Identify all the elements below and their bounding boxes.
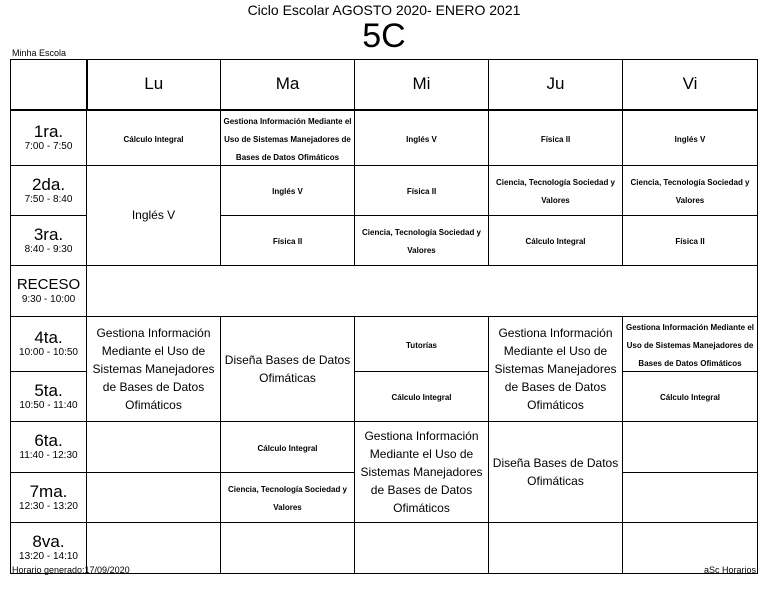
- day-label: Vi: [682, 74, 698, 94]
- period-number: RECESO: [16, 276, 81, 293]
- day-label: Lu: [144, 74, 164, 94]
- subject-label: Diseña Bases de Datos Ofimáticas: [224, 352, 351, 385]
- subject-label: Inglés V: [131, 208, 176, 222]
- class-cell[interactable]: [87, 316, 221, 421]
- class-cell[interactable]: [623, 165, 758, 215]
- class-cell[interactable]: [355, 215, 489, 265]
- class-cell[interactable]: [623, 110, 758, 166]
- period-time: 8:40 - 9:30: [24, 243, 73, 255]
- day-label: Ma: [275, 74, 300, 94]
- cycle-subtitle: Ciclo Escolar AGOSTO 2020- ENERO 2021: [247, 2, 521, 18]
- day-header-mi: [355, 60, 489, 110]
- class-cell[interactable]: [489, 421, 623, 522]
- class-cell[interactable]: [355, 371, 489, 421]
- class-cell[interactable]: [87, 110, 221, 166]
- recess-cell: [87, 265, 758, 316]
- class-cell[interactable]: [623, 371, 758, 421]
- period-time: 13:20 - 14:10: [19, 551, 78, 562]
- empty-cell[interactable]: [355, 522, 489, 573]
- empty-cell[interactable]: [623, 421, 758, 472]
- period-cell: [11, 215, 87, 265]
- subject-label: Gestiona Información Mediante el Uso de Sistemas Manejadores de Bases de Datos Ofimáticos: [625, 322, 755, 368]
- empty-cell[interactable]: [87, 421, 221, 472]
- day-label: Mi: [412, 74, 431, 94]
- subject-label: Cálculo Integral: [257, 443, 318, 453]
- class-cell[interactable]: [355, 316, 489, 371]
- period-cell: [11, 110, 87, 166]
- period-time: 9:30 - 10:00: [21, 294, 76, 305]
- period-time: 12:30 - 13:20: [19, 500, 78, 512]
- empty-cell[interactable]: [489, 522, 623, 573]
- timetable: [10, 59, 758, 574]
- class-cell[interactable]: [623, 316, 758, 371]
- period-number: 5ta.: [34, 380, 63, 400]
- period-cell: [11, 265, 87, 316]
- day-header-row: [11, 60, 758, 110]
- subject-label: Ciencia, Tecnología Sociedad y Valores: [630, 178, 750, 205]
- period-cell: [11, 421, 87, 472]
- subject-label: Física II: [540, 134, 571, 144]
- period-cell: [11, 371, 87, 421]
- period-row-1: [11, 110, 758, 166]
- period-cell: [11, 472, 87, 522]
- period-time: 10:50 - 11:40: [19, 399, 78, 411]
- class-cell[interactable]: [221, 215, 355, 265]
- period-number: 2da.: [31, 174, 66, 194]
- school-name: Minha Escola: [12, 48, 67, 58]
- period-time: 11:40 - 12:30: [19, 450, 78, 461]
- empty-cell[interactable]: [221, 522, 355, 573]
- class-cell[interactable]: [221, 316, 355, 421]
- day-header-ju: [489, 60, 623, 110]
- class-cell[interactable]: [355, 165, 489, 215]
- subject-label: Gestiona Información Mediante el Uso de Sistemas Manejadores de Bases de Datos Ofimáticos: [360, 428, 483, 515]
- empty-cell[interactable]: [623, 472, 758, 522]
- period-row-6: [11, 421, 758, 472]
- class-cell[interactable]: [221, 165, 355, 215]
- subject-label: Inglés V: [272, 187, 303, 196]
- period-number: 1ra.: [33, 122, 64, 141]
- class-cell[interactable]: [355, 110, 489, 166]
- group-title: 5C: [362, 17, 406, 55]
- day-header-ma: [221, 60, 355, 110]
- subject-label: Ciencia, Tecnología Sociedad y Valores: [496, 178, 615, 205]
- class-cell[interactable]: [489, 316, 623, 421]
- subject-label: Gestiona Información Mediante el Uso de Sistemas Manejadores de Bases de Datos Ofimáticos: [494, 325, 617, 412]
- period-number: 4ta.: [34, 328, 63, 347]
- generated-date: Horario generado:17/09/2020: [12, 565, 130, 575]
- period-number: 8va.: [32, 532, 65, 551]
- subject-label: Tutorías: [406, 340, 437, 350]
- subject-label: Cálculo Integral: [391, 393, 452, 402]
- subject-label: Ciencia, Tecnología Sociedad y Valores: [228, 485, 347, 512]
- subject-label: Diseña Bases de Datos Ofimáticas: [492, 455, 619, 488]
- class-cell[interactable]: [221, 472, 355, 522]
- subject-label: Cálculo Integral: [659, 393, 720, 402]
- brand-label: aSc Horarios: [703, 565, 756, 575]
- period-time: 7:50 - 8:40: [24, 193, 73, 205]
- period-row-4: [11, 316, 758, 371]
- period-cell: [11, 165, 87, 215]
- period-time: 7:00 - 7:50: [24, 141, 73, 152]
- class-cell[interactable]: [221, 421, 355, 472]
- period-row-recess: [11, 265, 758, 316]
- subject-label: Física II: [675, 237, 705, 246]
- class-cell[interactable]: [489, 110, 623, 166]
- subject-label: Inglés V: [674, 134, 706, 144]
- period-row-2: [11, 165, 758, 215]
- period-number: 6ta.: [34, 431, 63, 450]
- class-cell[interactable]: [355, 421, 489, 522]
- subject-label: Física II: [406, 187, 437, 196]
- empty-cell[interactable]: [87, 472, 221, 522]
- class-cell[interactable]: [623, 215, 758, 265]
- period-number: 7ma.: [29, 481, 68, 501]
- class-cell[interactable]: [87, 165, 221, 265]
- subject-label: Inglés V: [406, 134, 437, 144]
- period-number: 3ra.: [33, 224, 64, 244]
- class-cell[interactable]: [221, 110, 355, 166]
- period-time: 10:00 - 10:50: [19, 347, 78, 358]
- day-label: Ju: [546, 74, 565, 94]
- subject-label: Gestiona Información Mediante el Uso de Sistemas Manejadores de Bases de Datos Ofimáticos: [223, 116, 352, 162]
- subject-label: Cálculo Integral: [123, 134, 184, 144]
- corner-cell: [11, 60, 87, 110]
- class-cell[interactable]: [489, 215, 623, 265]
- subject-label: Gestiona Información Mediante el Uso de Sistemas Manejadores de Bases de Datos Ofimáticos: [92, 325, 215, 412]
- subject-label: Física II: [272, 237, 303, 246]
- day-header-lu: [87, 60, 221, 110]
- day-header-vi: [623, 60, 758, 110]
- subject-label: Cálculo Integral: [525, 237, 586, 246]
- subject-label: Ciencia, Tecnología Sociedad y Valores: [362, 228, 481, 255]
- period-cell: [11, 316, 87, 371]
- class-cell[interactable]: [489, 165, 623, 215]
